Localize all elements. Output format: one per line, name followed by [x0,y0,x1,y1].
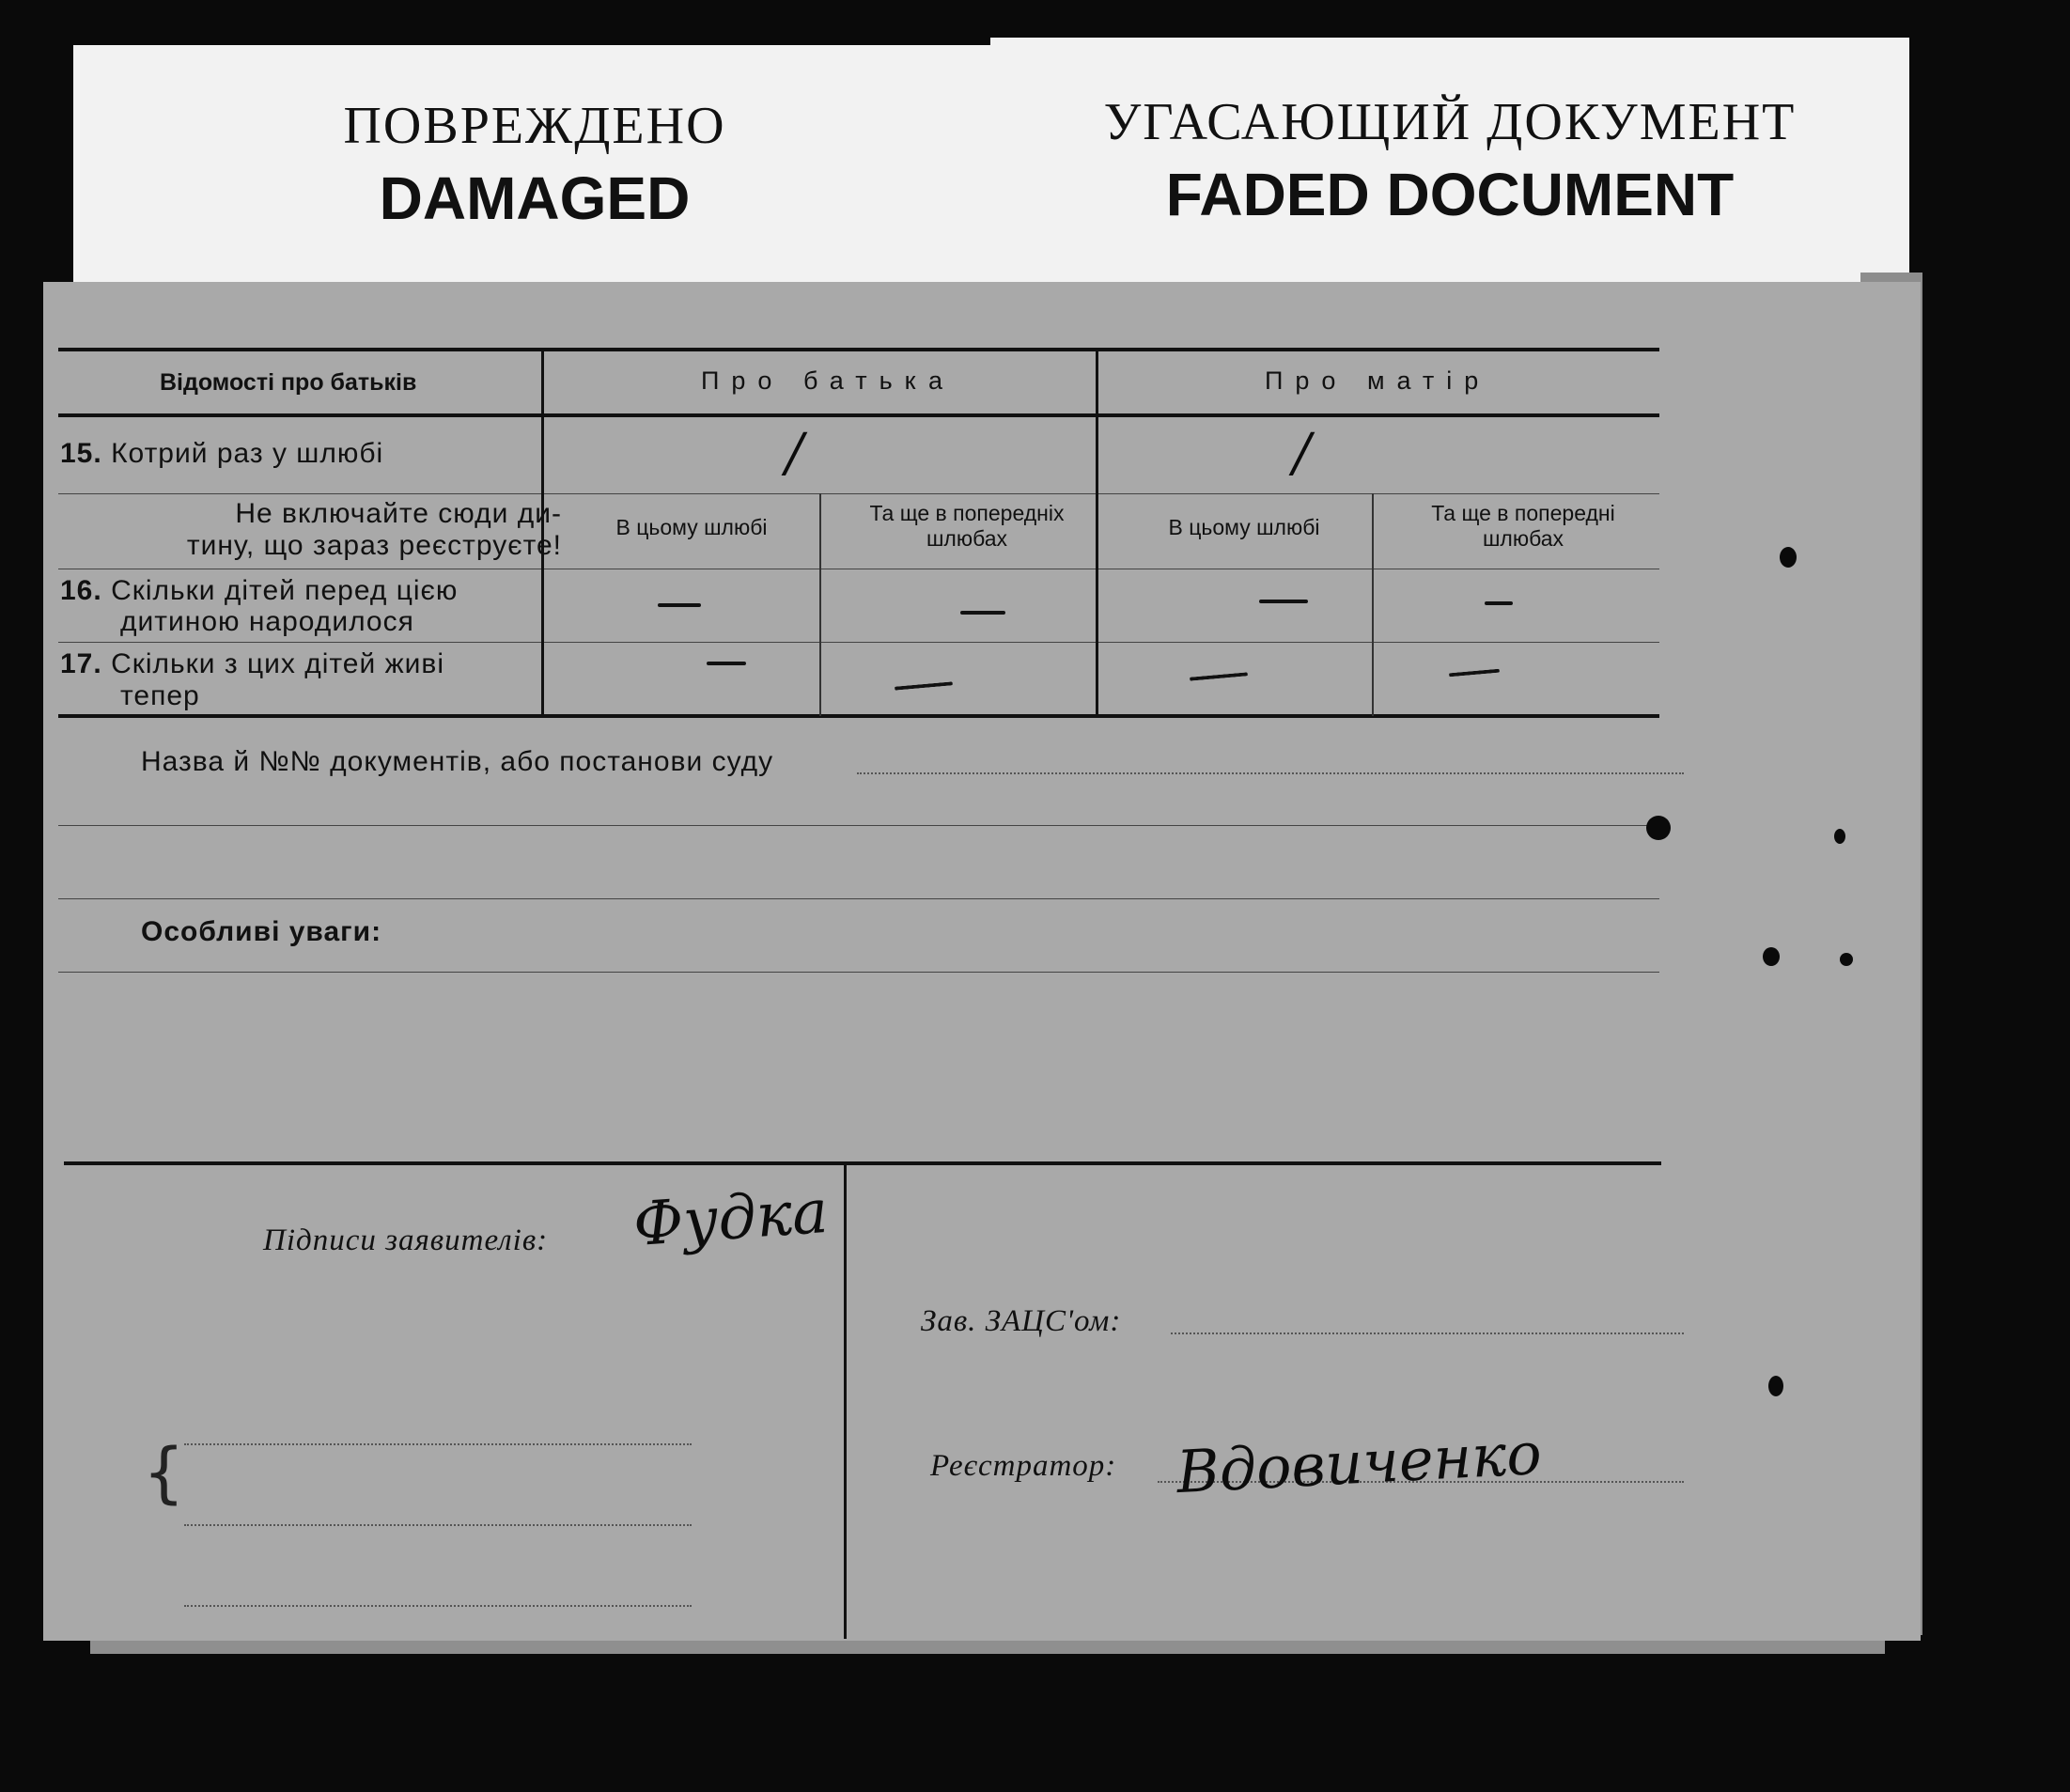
q17-text-1: Скільки з цих дітей живі [111,648,445,679]
registrar-signature: Вдовиченко [1175,1418,1544,1507]
applicants-bracket: { [143,1434,185,1511]
damaged-label-card [73,45,996,291]
faded-label-en: FADED DOCUMENT [1165,161,1735,228]
applicants-dotline-1 [184,1443,692,1445]
registrar-label: Реєстратор: [930,1449,1117,1483]
q17-row-line1 [60,648,444,680]
applicants-dotline-3 [184,1605,692,1607]
punch-hole [1763,947,1780,966]
punch-hole [1646,816,1671,840]
q16-father-prev-dash [960,611,1005,615]
punch-hole [1768,1376,1783,1396]
q17-text-2: тепер [120,680,200,711]
registration-form-card [43,282,1921,1641]
q16-mother-current-dash [1259,600,1308,603]
remarks-label: Особливі уваги: [141,916,382,947]
q16-mother-prev-dash [1485,601,1513,605]
col-divider-2 [1096,348,1098,716]
signatures-top-rule [64,1161,1661,1165]
header-father: Про батька [701,366,956,395]
applicants-label: Підписи заявителів: [263,1223,549,1257]
q15-father-value: / [786,423,803,484]
note-line-2: тину, що зараз реєструєте! [186,530,562,561]
applicants-signature: Фудка [630,1176,831,1261]
documents-rule-1 [58,825,1659,826]
signatures-divider [844,1161,847,1639]
row-15-rule [58,493,1659,494]
punch-hole [1780,547,1797,568]
header-info: Відомості про батьків [160,369,417,396]
table-header-rule [58,413,1659,417]
faded-label-ru: УГАСАЮЩИЙ ДОКУМЕНТ [1103,93,1797,151]
subcol-father-prev: Та ще в попередніх шлюбах [869,501,1065,551]
q15-row [60,438,383,470]
documents-dotline [857,772,1684,774]
q17-number: 17. [60,648,102,679]
q17-mother-current-dash [1190,672,1248,680]
q17-mother-prev-dash [1449,669,1500,678]
q16-text-1: Скільки дітей перед цією [111,575,459,606]
subcol-father-current: В цьому шлюбі [615,515,768,539]
note-line-1: Не включайте сюди ди- [235,498,562,529]
table-bottom-rule [58,714,1659,718]
documents-label: Назва й №№ документів, або постанови суду [141,746,774,777]
q15-text: Котрий раз у шлюбі [111,438,384,469]
faded-label-card [990,38,1909,291]
documents-rule-2 [58,898,1659,899]
q17-father-prev-dash [895,681,953,690]
q17-father-current-dash [707,662,746,665]
subcol-divider-father [819,493,821,716]
punch-hole [1840,953,1853,966]
head-label: Зав. ЗАЦС'ом: [921,1304,1122,1338]
header-mother: Про матір [1265,366,1491,395]
subcol-divider-mother [1372,493,1374,716]
subcol-mother-current: В цьому шлюбі [1168,515,1320,539]
damaged-label-en: DAMAGED [379,164,691,232]
remarks-rule [58,972,1659,973]
applicants-dotline-2 [184,1524,692,1526]
punch-hole [1834,829,1845,844]
q15-number: 15. [60,438,102,469]
table-top-rule [58,348,1659,351]
q16-number: 16. [60,575,102,606]
q16-row-line1 [60,575,458,607]
row-16-rule [58,642,1659,643]
q16-father-current-dash [658,603,701,607]
q16-text-2: дитиною народилося [120,606,414,637]
subcol-mother-prev: Та ще в попередні шлюбах [1431,501,1615,551]
damaged-label-ru: ПОВРЕЖДЕНО [343,97,726,155]
q15-mother-value: / [1293,423,1311,484]
head-dotline [1171,1332,1684,1334]
